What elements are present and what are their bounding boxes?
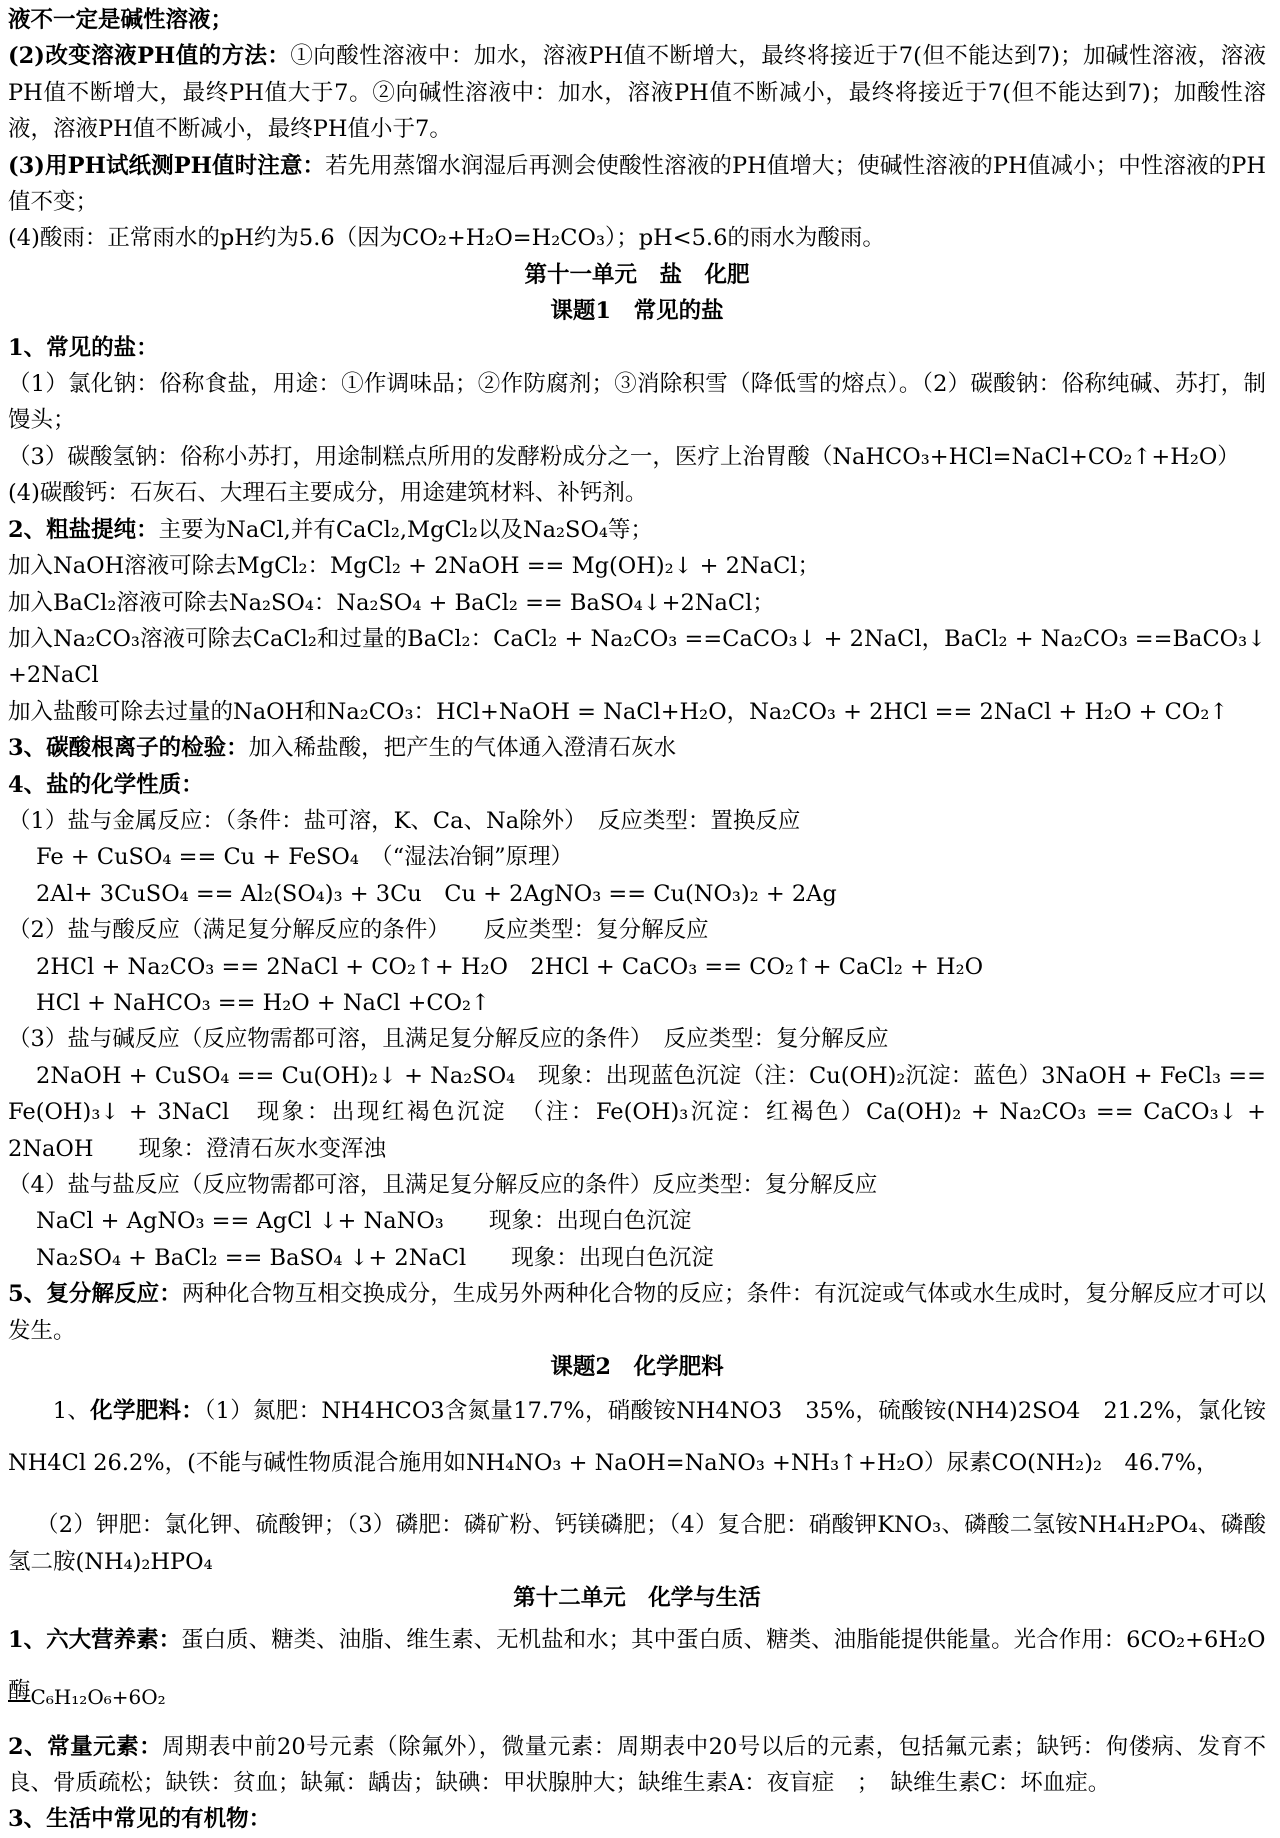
- paragraph-ph-paper: [8, 148, 1266, 221]
- equation-line: NaCl + AgNO₃ == AgCl ↓+ NaNO₃ 现象：出现白色沉淀: [36, 1208, 692, 1235]
- paragraph-acid-rain: (4)酸雨：正常雨水的pH约为5.6（因为CO₂+H₂O=H₂CO₃）；pH<5.6的雨水为酸雨。: [8, 225, 885, 252]
- topic-title: 课题1 常见的盐: [550, 298, 724, 325]
- section-heading: 1、常见的盐：: [8, 334, 159, 361]
- paragraph-text: (4)碳酸钙：石灰石、大理石主要成分，用途建筑材料、补钙剂。: [8, 480, 648, 507]
- list-number: 1、: [30, 1398, 91, 1425]
- paragraph-text: （1）盐与金属反应：（条件：盐可溶，K、Ca、Na除外） 反应类型：置换反应: [8, 807, 801, 834]
- section-heading: 4、盐的化学性质：: [8, 771, 204, 798]
- paragraph-elements: [8, 1729, 1266, 1802]
- paragraph-text: （2）盐与酸反应（满足复分解反应的条件） 反应类型：复分解反应: [8, 917, 709, 944]
- paragraph-crude-salt: [8, 512, 1266, 548]
- equation-line: Na₂SO₄ + BaCl₂ == BaSO₄ ↓+ 2NaCl 现象：出现白色沉淀: [36, 1244, 714, 1271]
- paragraph-text: 加入稀盐酸，把产生的气体通入澄清石灰水: [248, 735, 677, 762]
- section-heading: 2、粗盐提纯：: [8, 516, 159, 543]
- paragraph-text: 若先用蒸馏水润湿后再测会使酸性溶液的PH值增大；使碱性溶液的PH值减小；中性溶液的PH值不变；: [8, 152, 1266, 216]
- paragraph-text: 主要为NaCl,并有CaCl₂,MgCl₂以及Na₂SO₄等；: [158, 516, 653, 543]
- section-heading: 5、复分解反应：: [8, 1281, 182, 1308]
- paragraph-carbonate-test: [8, 730, 1266, 766]
- section-heading: 3、生活中常见的有机物：: [8, 1806, 272, 1833]
- equation-line: 2Al+ 3CuSO₄ == Al₂(SO₄)₃ + 3Cu Cu + 2AgNO₃ == Cu(NO₃)₂ + 2Ag: [36, 880, 837, 907]
- paragraph-text: 周期表中前20号元素（除氟外），微量元素：周期表中20号以后的元素，包括氟元素；缺钙：佝偻病、发育不良、骨质疏松；缺铁：贫血；缺氟：龋齿；缺碘：甲状腺肿大；缺维生素A：夜盲症 ； 缺维生素C：坏血症。: [8, 1733, 1267, 1797]
- paragraph-text: ①向酸性溶液中：加水，溶液PH值不断增大，最终将接近于7(但不能达到7)；加碱性溶液，溶液PH值不断增大，最终PH值大于7。②向碱性溶液中：加水，溶液PH值不断减小，最终将接近于7(但不能达到7)；加酸性溶液，溶液PH值不断减小，最终PH值小于7。: [8, 43, 1267, 143]
- equation-line: 加入盐酸可除去过量的NaOH和Na₂CO₃：HCl+NaOH = NaCl+H₂O，Na₂CO₃ + 2HCl == 2NaCl + H₂O + CO₂↑: [8, 698, 1229, 725]
- equation-line: 加入Na₂CO₃溶液可除去CaCl₂和过量的BaCl₂：CaCl₂ + Na₂CO₃ ==CaCO₃↓ + 2NaCl，BaCl₂ + Na₂CO₃ ==BaCO₃↓ +2NaCl: [8, 625, 1266, 689]
- paragraph-text: （3）碳酸氢钠：俗称小苏打，用途制糕点所用的发酵粉成分之一，医疗上治胃酸（NaHCO₃+HCl=NaCl+CO₂↑+H₂O）: [8, 443, 1240, 470]
- paragraph-ph-change: [8, 38, 1266, 147]
- equation-paragraph: 2NaOH + CuSO₄ == Cu(OH)₂↓ + Na₂SO₄ 现象：出现蓝色沉淀（注：Cu(OH)₂沉淀：蓝色）3NaOH + FeCl₃ == Fe(OH)₃↓ + 3NaCl 现象：出现红褐色沉淀 （注：Fe(OH)₃沉淀：红褐色）Ca(OH)₂ + Na₂CO₃ == CaCO₃↓ + 2NaOH 现象：澄清石灰水变浑浊: [8, 1062, 1266, 1162]
- equation-line: HCl + NaHCO₃ == H₂O + NaCl +CO₂↑: [36, 989, 490, 1016]
- section-heading: 3、碳酸根离子的检验：: [8, 735, 249, 762]
- paragraph-text: （1）氮肥：NH4HCO3含氮量17.7%，硝酸铵NH4NO3 35%，硫酸铵(NH4)2SO4 21.2%，氯化铵NH4Cl 26.2%，(不能与碱性物质混合施用如NH₄NO₃ + NaOH=NaNO₃ +NH₃↑+H₂O）尿素CO(NH₂)₂ 46.7%，: [8, 1398, 1266, 1477]
- photosynthesis-line: [8, 1663, 1266, 1719]
- paragraph-text: 两种化合物互相交换成分，生成另外两种化合物的反应；条件：有沉淀或气体或水生成时，复分解反应才可以发生。: [8, 1281, 1266, 1344]
- spacer: [8, 1719, 1266, 1729]
- paragraph-text: 蛋白质、糖类、油脂、维生素、无机盐和水；其中蛋白质、糖类、油脂能提供能量。光合作用：6CO₂+6H₂O: [181, 1626, 1266, 1653]
- section-heading: 1、六大营养素：: [8, 1626, 182, 1653]
- paragraph-text: （1）氯化钠：俗称食盐，用途：①作调味品；②作防腐剂；③消除积雪（降低雪的熔点）。（2）碳酸钠：俗称纯碱、苏打，制馒头；: [8, 371, 1266, 434]
- equation-line: 2HCl + Na₂CO₃ == 2NaCl + CO₂↑+ H₂O 2HCl + CaCO₃ == CO₂↑+ CaCl₂ + H₂O: [36, 953, 984, 980]
- unit-title: 第十二单元 化学与生活: [513, 1585, 761, 1612]
- enzyme-label: 酶: [8, 1677, 31, 1704]
- paragraph-double-decomposition: [8, 1276, 1266, 1349]
- section-heading: 化学肥料：: [90, 1398, 205, 1425]
- paragraph-text: （3）盐与碱反应（反应物需都可溶，且满足复分解反应的条件） 反应类型：复分解反应: [8, 1026, 889, 1053]
- section-heading: 2、常量元素：: [8, 1733, 163, 1760]
- equation-line: 加入BaCl₂溶液可除去Na₂SO₄：Na₂SO₄ + BaCl₂ == BaSO₄↓+2NaCl；: [8, 589, 775, 616]
- section-heading: (3)用PH试纸测PH值时注意：: [8, 152, 326, 179]
- equation-line: Fe + CuSO₄ == Cu + FeSO₄ （“湿法冶铜”原理）: [36, 844, 574, 871]
- paragraph-text: （2）钾肥：氯化钾、硫酸钾；（3）磷肥：磷矿粉、钙镁磷肥；（4）复合肥：硝酸钾KNO₃、磷酸二氢铵NH₄H₂PO₄、磷酸氢二胺(NH₄)₂HPO₄: [8, 1512, 1266, 1575]
- unit-title: 第十一单元 盐 化肥: [524, 261, 750, 288]
- paragraph-nutrients: [8, 1617, 1266, 1663]
- paragraph-fertilizer: [8, 1385, 1266, 1489]
- equation-product: C₆H₁₂O₆+6O₂: [30, 1684, 166, 1709]
- equation-line: 加入NaOH溶液可除去MgCl₂：MgCl₂ + 2NaOH == Mg(OH)₂↓ + 2NaCl；: [8, 553, 820, 580]
- paragraph-text: （4）盐与盐反应（反应物需都可溶，且满足复分解反应的条件）反应类型：复分解反应: [8, 1172, 878, 1198]
- section-heading: (2)改变溶液PH值的方法：: [8, 43, 291, 70]
- spacer: [8, 1489, 1266, 1507]
- topic-title: 课题2 化学肥料: [550, 1354, 724, 1381]
- text-line: 液不一定是碱性溶液；: [8, 7, 234, 33]
